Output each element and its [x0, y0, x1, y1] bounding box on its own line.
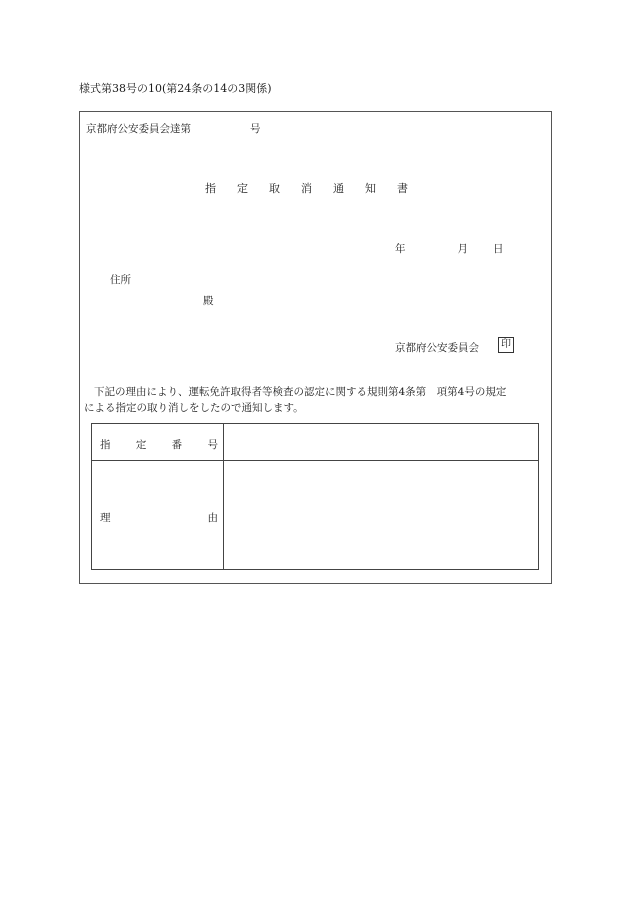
reason-label [100, 510, 218, 525]
title-char: 通 [333, 182, 344, 195]
designation-number-label [100, 437, 218, 452]
label-char: 番 [171, 439, 183, 451]
info-table [91, 423, 539, 570]
body-line-2: による指定の取り消しをしたので通知します。 [84, 402, 304, 414]
title-char: 知 [365, 182, 376, 195]
label-char: 定 [135, 439, 147, 451]
label-char: 理 [100, 512, 111, 524]
title-char: 定 [237, 182, 248, 195]
label-char: 号 [207, 439, 218, 451]
seal-mark: 印 [498, 337, 514, 353]
label-char: 由 [207, 512, 218, 524]
address-label: 住所 [110, 274, 131, 286]
title-char: 取 [269, 182, 280, 195]
title-char: 書 [397, 182, 408, 195]
year-unit: 年 [395, 243, 406, 255]
body-text [84, 384, 506, 416]
document-title [205, 180, 408, 196]
recipient-honorific: 殿 [203, 295, 214, 307]
table-row-divider [92, 460, 538, 461]
body-line-1: 下記の理由により、運転免許取得者等検査の認定に関する規則第4条第 項第4号の規定 [94, 386, 507, 398]
form-caption: 様式第38号の10(第24条の14の3関係) [79, 82, 272, 95]
title-char: 消 [301, 182, 312, 195]
title-char: 指 [205, 182, 216, 195]
table-column-divider [223, 424, 224, 569]
day-unit: 日 [493, 243, 504, 255]
document-number-suffix: 号 [250, 123, 261, 135]
document-number-label: 京都府公安委員会達第 [86, 123, 191, 135]
issuer-name: 京都府公安委員会 [395, 342, 479, 354]
month-unit: 月 [457, 243, 468, 255]
date-line [395, 241, 504, 256]
label-char: 指 [100, 439, 111, 451]
